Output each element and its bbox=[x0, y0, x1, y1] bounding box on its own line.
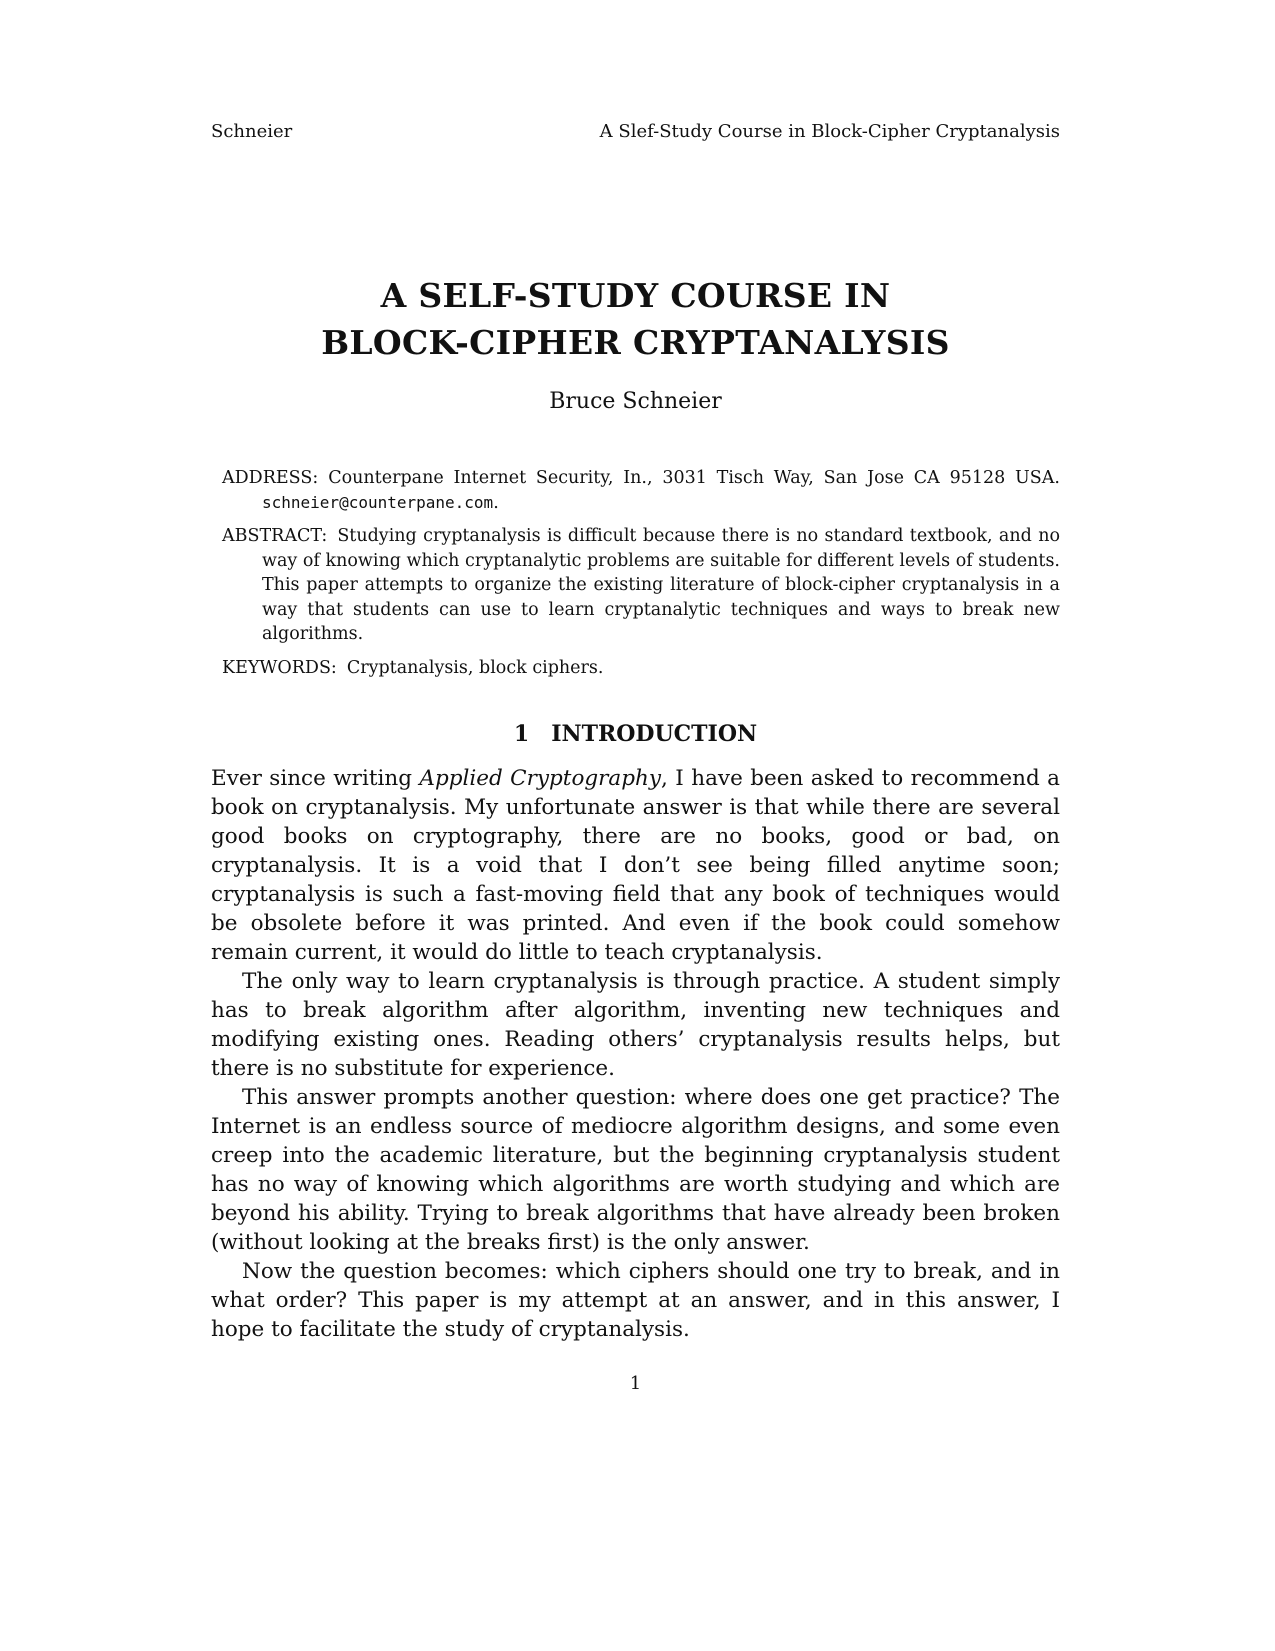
paragraph-3: This answer prompts another question: where does one get practice? The Internet is an endless source of mediocre algorithm designs, and some even creep into the academic literature, but the beginning cryptanalysis student has no way of knowing which algorithms are worth studying and which are beyond his ability. Trying to break algorithms that have already been broken (without looking at the breaks first) is the only answer. bbox=[211, 1085, 1060, 1255]
address-block bbox=[222, 466, 1060, 515]
section-heading bbox=[211, 720, 1060, 748]
section-title: INTRODUCTION bbox=[551, 721, 758, 747]
address-text: Counterpane Internet Security, In., 3031 Tisch Way, San Jose CA 95128 USA. bbox=[328, 468, 1060, 488]
email-address: schneier@counterpane.com bbox=[262, 492, 494, 512]
header-title: A Slef-Study Course in Block-Cipher Cryptanalysis bbox=[599, 121, 1060, 142]
abstract-label: ABSTRACT: bbox=[222, 526, 328, 546]
paragraph-2: The only way to learn cryptanalysis is through practice. A student simply has to break algorithm after algorithm, inventing new techniques and modifying existing ones. Reading others’ cryptanalysis results helps, but there is no substitute for experience. bbox=[211, 969, 1060, 1081]
keywords-label: KEYWORDS: bbox=[222, 657, 337, 678]
page-number: 1 bbox=[629, 1373, 642, 1394]
book-title-italic: Applied Cryptography bbox=[419, 766, 662, 791]
paragraph-1-rest: , I have been asked to recommend a book on cryptanalysis. My unfortunate answer is that while there are several good books on cryptography, there are no books, good or bad, on cryptanalysis. It is a void that I don’t see being filled anytime soon; cryptanalysis is such a fast-moving field that any book of techniques would be obsolete before it was printed. And even if the book could somehow remain current, it would do little to teach cryptanalysis. bbox=[211, 766, 1060, 965]
paragraph-4: Now the question becomes: which ciphers should one try to break, and in what order? This paper is my attempt at an answer, and in this answer, I hope to facilitate the study of cryptanalysis. bbox=[211, 1259, 1060, 1342]
running-header bbox=[211, 120, 1060, 144]
abstract-text: Studying cryptanalysis is difficult because there is no standard textbook, and no way of knowing which cryptanalytic problems are suitable for different levels of students. This paper attempts to organize the existing literature of block-cipher cryptanalysis in a way that students can use to learn cryptanalytic techniques and ways to break new algorithms. bbox=[262, 526, 1060, 644]
section-number: 1 bbox=[513, 721, 530, 747]
title-line-1: A SELF-STUDY COURSE IN bbox=[380, 276, 891, 315]
keywords-text: Cryptanalysis, block ciphers. bbox=[346, 657, 604, 678]
front-matter bbox=[222, 466, 1060, 689]
keywords-block bbox=[222, 656, 1060, 681]
paragraph-1 bbox=[211, 764, 1060, 967]
title-line-2: BLOCK-CIPHER CRYPTANALYSIS bbox=[321, 323, 950, 362]
section-body bbox=[211, 764, 1060, 1344]
paper-title bbox=[211, 272, 1060, 366]
header-author: Schneier bbox=[211, 121, 293, 142]
paragraph-1-start: Ever since writing bbox=[211, 766, 420, 791]
abstract-block bbox=[222, 524, 1060, 647]
email-suffix: . bbox=[493, 492, 499, 513]
address-label: ADDRESS: bbox=[222, 468, 319, 488]
author-name: Bruce Schneier bbox=[549, 389, 722, 414]
